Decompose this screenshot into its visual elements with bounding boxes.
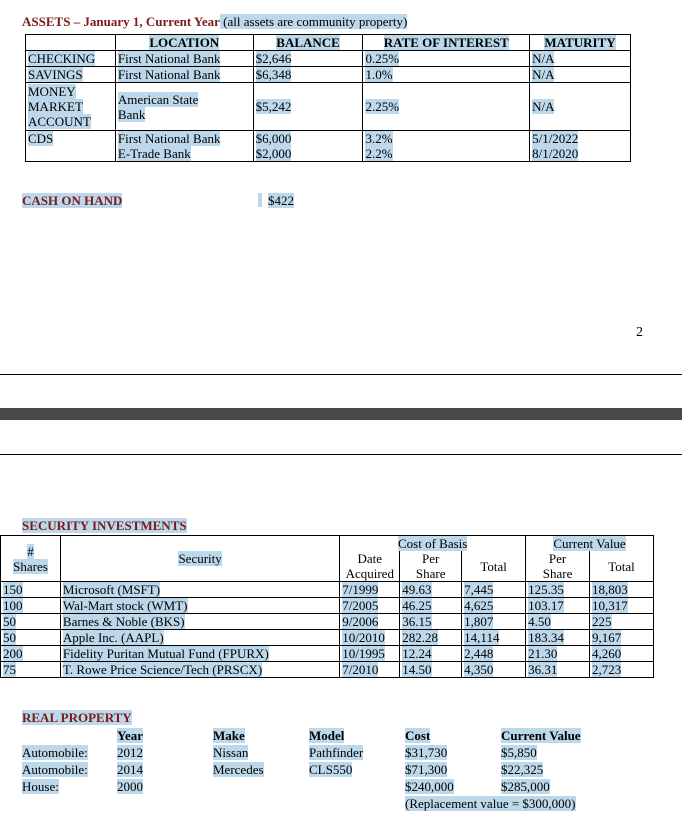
assets-header-location: LOCATION	[115, 35, 253, 51]
cell-date: 7/1999	[340, 582, 400, 598]
asset-maturity: N/A	[530, 83, 631, 131]
rp-replacement-note: (Replacement value = $300,000)	[405, 796, 576, 811]
cell-shares: 50	[1, 630, 61, 646]
cell-security: Fidelity Puritan Mutual Fund (FPURX)	[60, 646, 339, 662]
assets-header-rate: RATE OF INTEREST	[363, 35, 530, 51]
cell-cost-per: 49.63	[400, 582, 462, 598]
rp-current-value: $22,325	[501, 762, 544, 777]
cell-security: Microsoft (MSFT)	[60, 582, 339, 598]
rp-make: Mercedes	[213, 762, 264, 777]
asset-balance: $2,646	[253, 51, 363, 67]
header-security: Security	[60, 536, 339, 582]
asset-maturity: N/A	[530, 67, 631, 83]
page-divider-top	[0, 374, 682, 375]
header-cv-per-share: Per Share	[526, 551, 590, 582]
header-cost-per-share: Per Share	[400, 551, 462, 582]
rp-current-value: $285,000	[501, 779, 550, 794]
asset-type: CDS	[26, 131, 116, 162]
cell-security: T. Rowe Price Science/Tech (PRSCX)	[60, 662, 339, 678]
securities-title: SECURITY INVESTMENTS	[22, 518, 187, 533]
rp-header-current-value: Current Value	[501, 728, 581, 743]
asset-type: SAVINGS	[26, 67, 116, 83]
cell-shares: 50	[1, 614, 61, 630]
rp-current-value: $5,850	[501, 745, 537, 760]
cell-cost-per: 12.24	[400, 646, 462, 662]
asset-type: CHECKING	[26, 51, 116, 67]
table-row	[1, 630, 654, 646]
cell-date: 10/1995	[340, 646, 400, 662]
page-gap	[0, 408, 682, 420]
rp-label: Automobile:	[22, 745, 88, 760]
asset-location: American State Bank	[115, 83, 253, 131]
rp-header-year: Year	[117, 728, 143, 743]
table-row	[26, 83, 631, 131]
cell-shares: 100	[1, 598, 61, 614]
asset-balance: $5,242	[253, 83, 363, 131]
real-property-title: REAL PROPERTY	[22, 710, 132, 725]
cell-cv-total: 2,723	[590, 662, 654, 678]
cell-date: 10/2010	[340, 630, 400, 646]
asset-maturity: N/A	[530, 51, 631, 67]
cell-cv-per: 125.35	[526, 582, 590, 598]
cell-cv-per: 21.30	[526, 646, 590, 662]
page-divider-bottom	[0, 454, 682, 455]
header-cost-basis: Cost of Basis	[340, 536, 526, 552]
assets-header-type	[26, 35, 116, 51]
cell-cost-total: 4,625	[462, 598, 526, 614]
rp-header-model: Model	[309, 728, 345, 743]
asset-rate: 1.0%	[363, 67, 530, 83]
asset-location: First National Bank	[115, 67, 253, 83]
assets-header-maturity: MATURITY	[530, 35, 631, 51]
header-date-acquired: Date Acquired	[340, 551, 400, 582]
rp-label: Automobile:	[22, 762, 88, 777]
asset-type: MONEY MARKET ACCOUNT	[26, 83, 116, 131]
asset-location: First National Bank E-Trade Bank	[115, 131, 253, 162]
rp-cost: $71,300	[405, 762, 448, 777]
table-row	[1, 662, 654, 678]
assets-title	[22, 14, 407, 30]
cell-cost-per: 282.28	[400, 630, 462, 646]
rp-year: 2012	[117, 745, 143, 760]
rp-label: House:	[22, 779, 59, 794]
cell-cost-total: 1,807	[462, 614, 526, 630]
rp-year: 2014	[117, 762, 143, 777]
rp-model: Pathfinder	[309, 745, 364, 760]
cell-shares: 150	[1, 582, 61, 598]
rp-cost: $31,730	[405, 745, 448, 760]
cell-cost-total: 7,445	[462, 582, 526, 598]
cash-on-hand-label: CASH ON HAND	[22, 193, 123, 208]
cell-cost-total: 14,114	[462, 630, 526, 646]
rp-header-make: Make	[213, 728, 245, 743]
table-row	[1, 646, 654, 662]
cell-cv-total: 10,317	[590, 598, 654, 614]
cell-date: 7/2010	[340, 662, 400, 678]
cell-date: 9/2006	[340, 614, 400, 630]
rp-make: Nissan	[213, 745, 249, 760]
cell-cost-total: 4,350	[462, 662, 526, 678]
cell-cost-per: 36.15	[400, 614, 462, 630]
assets-title-date: – January 1, Current Year	[70, 14, 220, 29]
header-cost-total: Total	[462, 551, 526, 582]
cell-shares: 75	[1, 662, 61, 678]
cell-cv-total: 225	[590, 614, 654, 630]
securities-header-row	[1, 536, 654, 552]
header-cv-total: Total	[590, 551, 654, 582]
assets-header-row	[26, 35, 631, 51]
assets-title-note: (all assets are community property)	[219, 14, 408, 29]
asset-balance: $6,000 $2,000	[253, 131, 363, 162]
page-number: 2	[636, 325, 643, 340]
table-row	[26, 51, 631, 67]
asset-rate: 2.25%	[363, 83, 530, 131]
cell-cv-per: 36.31	[526, 662, 590, 678]
table-row	[1, 582, 654, 598]
securities-table	[0, 535, 654, 678]
rp-year: 2000	[117, 779, 143, 794]
asset-rate: 3.2% 2.2%	[363, 131, 530, 162]
cell-cv-total: 9,167	[590, 630, 654, 646]
cell-shares: 200	[1, 646, 61, 662]
asset-rate: 0.25%	[363, 51, 530, 67]
cell-cost-total: 2,448	[462, 646, 526, 662]
table-row	[1, 614, 654, 630]
cell-cv-per: 103.17	[526, 598, 590, 614]
asset-location: First National Bank	[115, 51, 253, 67]
table-row	[1, 598, 654, 614]
header-shares: # Shares	[1, 536, 61, 582]
asset-maturity: 5/1/2022 8/1/2020	[530, 131, 631, 162]
cell-security: Wal-Mart stock (WMT)	[60, 598, 339, 614]
header-current-value: Current Value	[526, 536, 654, 552]
table-row	[26, 131, 631, 162]
rp-model: CLS550	[309, 762, 353, 777]
assets-table	[25, 34, 631, 162]
cell-cv-total: 18,803	[590, 582, 654, 598]
cell-cv-total: 4,260	[590, 646, 654, 662]
assets-title-prefix: ASSETS	[22, 14, 71, 29]
cell-date: 7/2005	[340, 598, 400, 614]
cell-cost-per: 14.50	[400, 662, 462, 678]
cell-cv-per: 183.34	[526, 630, 590, 646]
rp-header-cost: Cost	[405, 728, 431, 743]
cell-security: Barnes & Noble (BKS)	[60, 614, 339, 630]
cell-cv-per: 4.50	[526, 614, 590, 630]
rp-cost: $240,000	[405, 779, 454, 794]
assets-header-balance: BALANCE	[253, 35, 363, 51]
asset-balance: $6,348	[253, 67, 363, 83]
cash-on-hand-value: $422	[258, 193, 294, 209]
cell-security: Apple Inc. (AAPL)	[60, 630, 339, 646]
table-row	[26, 67, 631, 83]
cell-cost-per: 46.25	[400, 598, 462, 614]
